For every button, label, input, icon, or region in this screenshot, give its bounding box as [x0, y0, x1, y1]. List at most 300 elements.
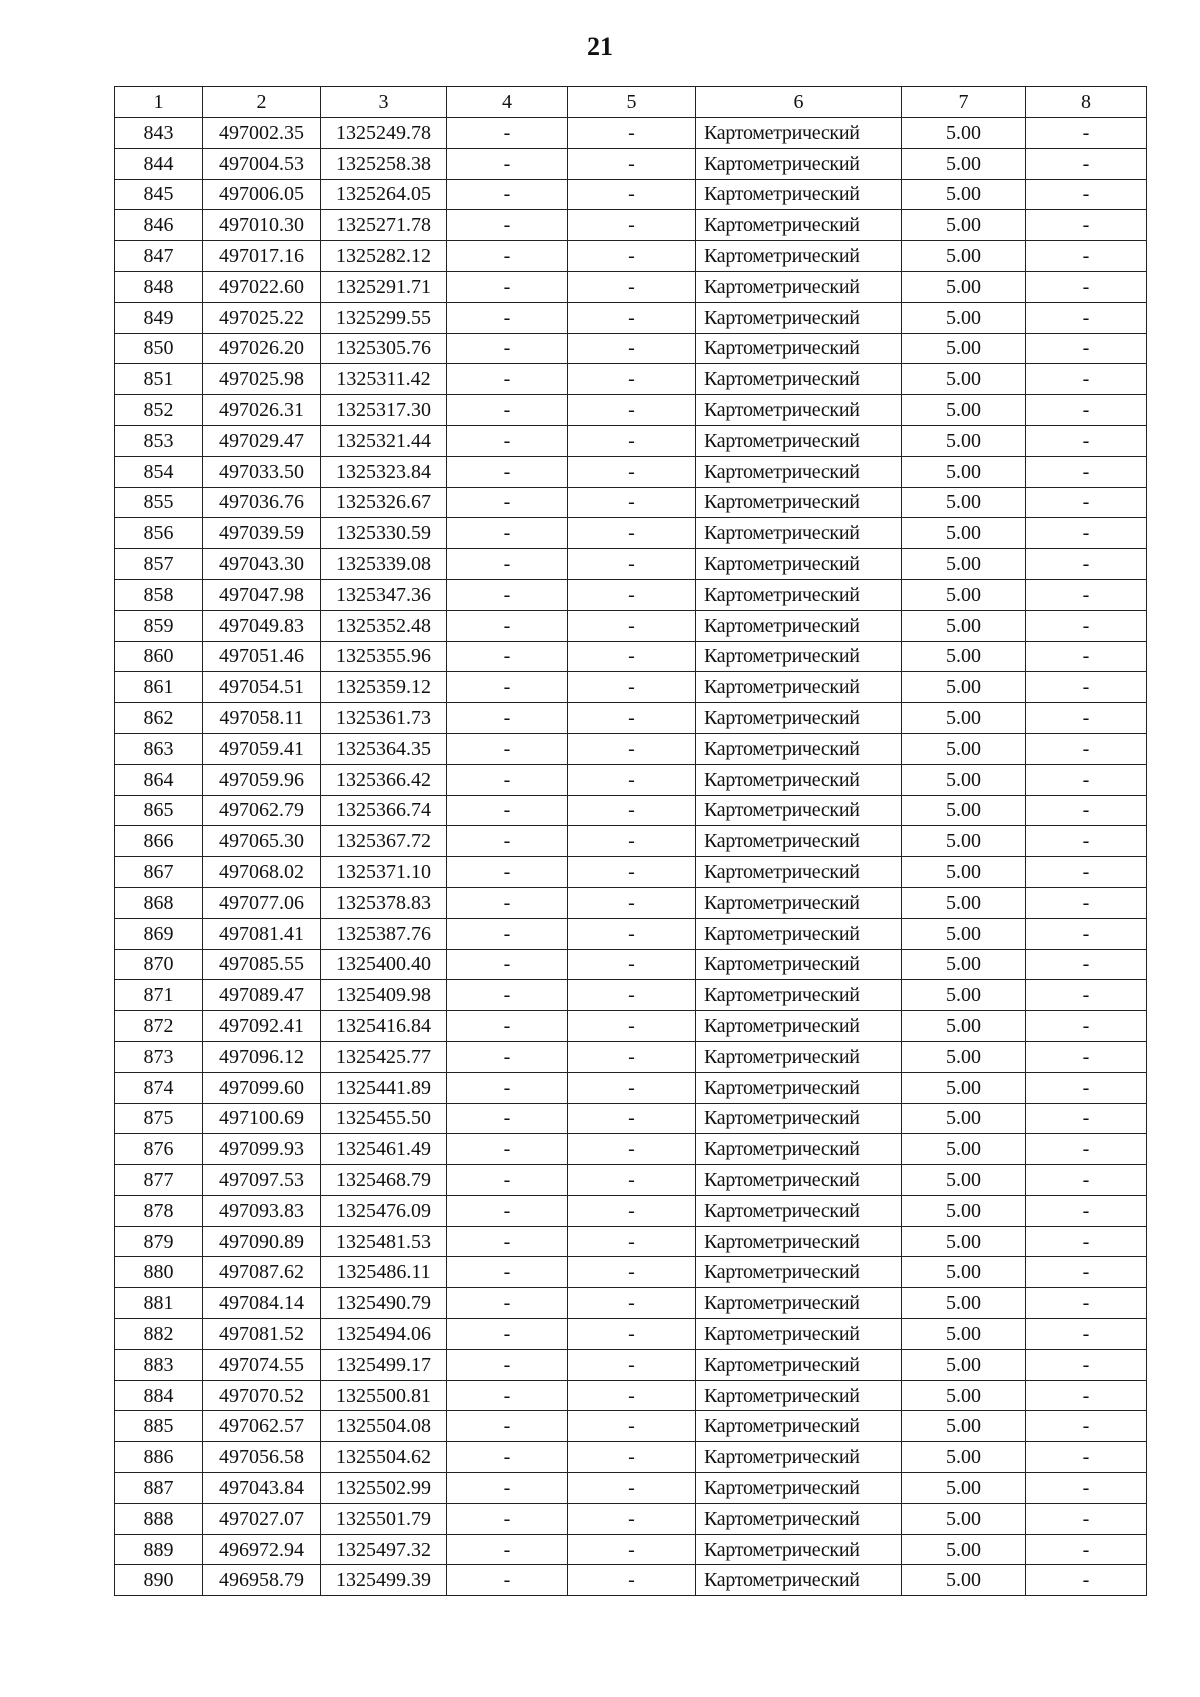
table-row: [115, 179, 1147, 210]
coord-x-cell: 497084.14: [203, 1288, 321, 1319]
point-number-cell: 889: [115, 1534, 203, 1565]
col-5-cell: -: [568, 1349, 696, 1380]
table-row: [115, 1319, 1147, 1350]
point-number-cell: 880: [115, 1257, 203, 1288]
coord-x-cell: 497054.51: [203, 672, 321, 703]
coord-y-cell: 1325305.76: [321, 333, 447, 364]
accuracy-cell: 5.00: [902, 1072, 1026, 1103]
table-row: [115, 302, 1147, 333]
col-8-cell: -: [1026, 1011, 1147, 1042]
col-5-cell: -: [568, 887, 696, 918]
coord-y-cell: 1325258.38: [321, 148, 447, 179]
point-number-cell: 868: [115, 887, 203, 918]
accuracy-cell: 5.00: [902, 1011, 1026, 1042]
coord-x-cell: 497006.05: [203, 179, 321, 210]
table-row: [115, 148, 1147, 179]
accuracy-cell: 5.00: [902, 1319, 1026, 1350]
accuracy-cell: 5.00: [902, 1411, 1026, 1442]
col-8-cell: -: [1026, 703, 1147, 734]
coord-y-cell: 1325441.89: [321, 1072, 447, 1103]
point-number-cell: 875: [115, 1103, 203, 1134]
coord-y-cell: 1325461.49: [321, 1134, 447, 1165]
col-8-cell: -: [1026, 210, 1147, 241]
col-4-cell: -: [447, 241, 568, 272]
col-4-cell: -: [447, 826, 568, 857]
col-4-cell: -: [447, 579, 568, 610]
col-5-cell: -: [568, 641, 696, 672]
col-5-cell: -: [568, 1473, 696, 1504]
table-row: [115, 1072, 1147, 1103]
table-row: [115, 210, 1147, 241]
col-4-cell: -: [447, 1257, 568, 1288]
coord-x-cell: 497010.30: [203, 210, 321, 241]
table-row: [115, 980, 1147, 1011]
coord-y-cell: 1325455.50: [321, 1103, 447, 1134]
coord-x-cell: 497100.69: [203, 1103, 321, 1134]
coord-y-cell: 1325330.59: [321, 518, 447, 549]
col-5-cell: -: [568, 364, 696, 395]
col-4-cell: -: [447, 795, 568, 826]
table-row: [115, 610, 1147, 641]
col-4-cell: -: [447, 179, 568, 210]
col-5-cell: -: [568, 764, 696, 795]
col-5-cell: -: [568, 1319, 696, 1350]
method-cell: Картометрический: [696, 333, 902, 364]
accuracy-cell: 5.00: [902, 1534, 1026, 1565]
accuracy-cell: 5.00: [902, 241, 1026, 272]
point-number-cell: 882: [115, 1319, 203, 1350]
method-cell: Картометрический: [696, 949, 902, 980]
coord-y-cell: 1325326.67: [321, 487, 447, 518]
col-5-cell: -: [568, 425, 696, 456]
accuracy-cell: 5.00: [902, 610, 1026, 641]
col-8-cell: -: [1026, 241, 1147, 272]
table-row: [115, 118, 1147, 149]
method-cell: Картометрический: [696, 1411, 902, 1442]
table-row: [115, 1349, 1147, 1380]
method-cell: Картометрический: [696, 887, 902, 918]
col-8-cell: -: [1026, 733, 1147, 764]
col-8-cell: -: [1026, 425, 1147, 456]
table-row: [115, 1134, 1147, 1165]
header-row: [115, 87, 1147, 118]
table-row: [115, 487, 1147, 518]
col-4-cell: -: [447, 549, 568, 580]
col-8-cell: -: [1026, 579, 1147, 610]
point-number-cell: 861: [115, 672, 203, 703]
point-number-cell: 859: [115, 610, 203, 641]
accuracy-cell: 5.00: [902, 148, 1026, 179]
coord-x-cell: 497029.47: [203, 425, 321, 456]
col-8-cell: -: [1026, 1226, 1147, 1257]
accuracy-cell: 5.00: [902, 425, 1026, 456]
coord-x-cell: 497022.60: [203, 271, 321, 302]
col-8-cell: -: [1026, 1041, 1147, 1072]
method-cell: Картометрический: [696, 241, 902, 272]
point-number-cell: 890: [115, 1565, 203, 1596]
coord-y-cell: 1325497.32: [321, 1534, 447, 1565]
col-5-cell: -: [568, 118, 696, 149]
coord-y-cell: 1325367.72: [321, 826, 447, 857]
col-8-cell: -: [1026, 764, 1147, 795]
coord-y-cell: 1325468.79: [321, 1165, 447, 1196]
point-number-cell: 863: [115, 733, 203, 764]
accuracy-cell: 5.00: [902, 1165, 1026, 1196]
col-4-cell: -: [447, 703, 568, 734]
coord-x-cell: 497081.52: [203, 1319, 321, 1350]
col-8-cell: -: [1026, 857, 1147, 888]
coord-x-cell: 497081.41: [203, 918, 321, 949]
col-8-cell: -: [1026, 148, 1147, 179]
point-number-cell: 850: [115, 333, 203, 364]
method-cell: Картометрический: [696, 1319, 902, 1350]
column-header: 5: [568, 87, 696, 118]
point-number-cell: 873: [115, 1041, 203, 1072]
accuracy-cell: 5.00: [902, 641, 1026, 672]
accuracy-cell: 5.00: [902, 364, 1026, 395]
col-4-cell: -: [447, 487, 568, 518]
col-5-cell: -: [568, 1257, 696, 1288]
coord-y-cell: 1325425.77: [321, 1041, 447, 1072]
method-cell: Картометрический: [696, 1072, 902, 1103]
coord-y-cell: 1325317.30: [321, 395, 447, 426]
point-number-cell: 866: [115, 826, 203, 857]
col-5-cell: -: [568, 179, 696, 210]
coord-y-cell: 1325282.12: [321, 241, 447, 272]
col-8-cell: -: [1026, 918, 1147, 949]
coord-y-cell: 1325264.05: [321, 179, 447, 210]
coord-y-cell: 1325494.06: [321, 1319, 447, 1350]
col-8-cell: -: [1026, 795, 1147, 826]
col-5-cell: -: [568, 1534, 696, 1565]
table-row: [115, 703, 1147, 734]
col-4-cell: -: [447, 610, 568, 641]
col-8-cell: -: [1026, 302, 1147, 333]
col-5-cell: -: [568, 949, 696, 980]
col-4-cell: -: [447, 887, 568, 918]
accuracy-cell: 5.00: [902, 549, 1026, 580]
accuracy-cell: 5.00: [902, 1503, 1026, 1534]
coord-y-cell: 1325476.09: [321, 1195, 447, 1226]
point-number-cell: 853: [115, 425, 203, 456]
accuracy-cell: 5.00: [902, 1380, 1026, 1411]
col-8-cell: -: [1026, 179, 1147, 210]
col-8-cell: -: [1026, 1411, 1147, 1442]
accuracy-cell: 5.00: [902, 887, 1026, 918]
point-number-cell: 886: [115, 1442, 203, 1473]
col-4-cell: -: [447, 1134, 568, 1165]
coord-y-cell: 1325359.12: [321, 672, 447, 703]
col-5-cell: -: [568, 579, 696, 610]
coord-x-cell: 497093.83: [203, 1195, 321, 1226]
col-5-cell: -: [568, 1041, 696, 1072]
coord-x-cell: 497087.62: [203, 1257, 321, 1288]
coord-x-cell: 497051.46: [203, 641, 321, 672]
column-header: 8: [1026, 87, 1147, 118]
col-8-cell: -: [1026, 1072, 1147, 1103]
coord-y-cell: 1325323.84: [321, 456, 447, 487]
point-number-cell: 849: [115, 302, 203, 333]
col-5-cell: -: [568, 1165, 696, 1196]
col-4-cell: -: [447, 980, 568, 1011]
column-header: 2: [203, 87, 321, 118]
coord-x-cell: 497043.30: [203, 549, 321, 580]
col-8-cell: -: [1026, 1195, 1147, 1226]
col-4-cell: -: [447, 1226, 568, 1257]
method-cell: Картометрический: [696, 1442, 902, 1473]
col-8-cell: -: [1026, 487, 1147, 518]
col-4-cell: -: [447, 1011, 568, 1042]
point-number-cell: 860: [115, 641, 203, 672]
point-number-cell: 874: [115, 1072, 203, 1103]
coord-y-cell: 1325500.81: [321, 1380, 447, 1411]
table-row: [115, 1226, 1147, 1257]
col-4-cell: -: [447, 918, 568, 949]
coord-x-cell: 497025.22: [203, 302, 321, 333]
col-8-cell: -: [1026, 1165, 1147, 1196]
col-5-cell: -: [568, 1288, 696, 1319]
table-row: [115, 1565, 1147, 1596]
coord-x-cell: 497089.47: [203, 980, 321, 1011]
coord-y-cell: 1325504.62: [321, 1442, 447, 1473]
col-5-cell: -: [568, 980, 696, 1011]
point-number-cell: 871: [115, 980, 203, 1011]
coord-x-cell: 497092.41: [203, 1011, 321, 1042]
coord-x-cell: 497059.41: [203, 733, 321, 764]
col-8-cell: -: [1026, 1473, 1147, 1504]
col-4-cell: -: [447, 1072, 568, 1103]
method-cell: Картометрический: [696, 271, 902, 302]
table-row: [115, 271, 1147, 302]
col-4-cell: -: [447, 1041, 568, 1072]
point-number-cell: 852: [115, 395, 203, 426]
point-number-cell: 881: [115, 1288, 203, 1319]
coord-x-cell: 497017.16: [203, 241, 321, 272]
coord-x-cell: 496972.94: [203, 1534, 321, 1565]
col-8-cell: -: [1026, 1503, 1147, 1534]
col-5-cell: -: [568, 518, 696, 549]
column-header: 1: [115, 87, 203, 118]
coord-x-cell: 497043.84: [203, 1473, 321, 1504]
column-header: 3: [321, 87, 447, 118]
col-8-cell: -: [1026, 1442, 1147, 1473]
col-5-cell: -: [568, 148, 696, 179]
coord-x-cell: 497085.55: [203, 949, 321, 980]
coord-y-cell: 1325366.74: [321, 795, 447, 826]
col-4-cell: -: [447, 210, 568, 241]
col-4-cell: -: [447, 148, 568, 179]
point-number-cell: 845: [115, 179, 203, 210]
point-number-cell: 847: [115, 241, 203, 272]
col-5-cell: -: [568, 733, 696, 764]
accuracy-cell: 5.00: [902, 795, 1026, 826]
col-8-cell: -: [1026, 1565, 1147, 1596]
table-row: [115, 641, 1147, 672]
col-8-cell: -: [1026, 641, 1147, 672]
coord-y-cell: 1325361.73: [321, 703, 447, 734]
col-5-cell: -: [568, 456, 696, 487]
coord-x-cell: 497058.11: [203, 703, 321, 734]
point-number-cell: 858: [115, 579, 203, 610]
col-4-cell: -: [447, 764, 568, 795]
column-header: 4: [447, 87, 568, 118]
method-cell: Картометрический: [696, 1503, 902, 1534]
method-cell: Картометрический: [696, 764, 902, 795]
point-number-cell: 857: [115, 549, 203, 580]
col-4-cell: -: [447, 1288, 568, 1319]
accuracy-cell: 5.00: [902, 1349, 1026, 1380]
col-4-cell: -: [447, 1103, 568, 1134]
coord-x-cell: 497025.98: [203, 364, 321, 395]
coord-y-cell: 1325371.10: [321, 857, 447, 888]
accuracy-cell: 5.00: [902, 857, 1026, 888]
method-cell: Картометрический: [696, 148, 902, 179]
coord-y-cell: 1325502.99: [321, 1473, 447, 1504]
coord-y-cell: 1325409.98: [321, 980, 447, 1011]
point-number-cell: 887: [115, 1473, 203, 1504]
method-cell: Картометрический: [696, 980, 902, 1011]
coord-x-cell: 497004.53: [203, 148, 321, 179]
col-4-cell: -: [447, 672, 568, 703]
table-row: [115, 425, 1147, 456]
method-cell: Картометрический: [696, 918, 902, 949]
col-4-cell: -: [447, 1503, 568, 1534]
table-row: [115, 672, 1147, 703]
point-number-cell: 884: [115, 1380, 203, 1411]
col-8-cell: -: [1026, 118, 1147, 149]
method-cell: Картометрический: [696, 549, 902, 580]
coord-y-cell: 1325499.39: [321, 1565, 447, 1596]
coord-x-cell: 497033.50: [203, 456, 321, 487]
coord-x-cell: 497049.83: [203, 610, 321, 641]
table-row: [115, 456, 1147, 487]
coord-x-cell: 497065.30: [203, 826, 321, 857]
col-8-cell: -: [1026, 364, 1147, 395]
table-row: [115, 1411, 1147, 1442]
accuracy-cell: 5.00: [902, 302, 1026, 333]
coord-y-cell: 1325271.78: [321, 210, 447, 241]
col-8-cell: -: [1026, 672, 1147, 703]
table-row: [115, 1103, 1147, 1134]
accuracy-cell: 5.00: [902, 1257, 1026, 1288]
col-4-cell: -: [447, 1319, 568, 1350]
col-4-cell: -: [447, 1165, 568, 1196]
accuracy-cell: 5.00: [902, 1103, 1026, 1134]
col-5-cell: -: [568, 672, 696, 703]
accuracy-cell: 5.00: [902, 764, 1026, 795]
accuracy-cell: 5.00: [902, 518, 1026, 549]
table-row: [115, 1011, 1147, 1042]
col-5-cell: -: [568, 302, 696, 333]
coord-x-cell: 497026.31: [203, 395, 321, 426]
col-4-cell: -: [447, 425, 568, 456]
col-5-cell: -: [568, 610, 696, 641]
accuracy-cell: 5.00: [902, 1288, 1026, 1319]
point-number-cell: 851: [115, 364, 203, 395]
coord-y-cell: 1325504.08: [321, 1411, 447, 1442]
col-4-cell: -: [447, 333, 568, 364]
col-8-cell: -: [1026, 1534, 1147, 1565]
accuracy-cell: 5.00: [902, 1195, 1026, 1226]
coord-y-cell: 1325366.42: [321, 764, 447, 795]
col-4-cell: -: [447, 949, 568, 980]
coord-x-cell: 497027.07: [203, 1503, 321, 1534]
table-row: [115, 918, 1147, 949]
table-body: [115, 118, 1147, 1596]
coord-x-cell: 497036.76: [203, 487, 321, 518]
col-4-cell: -: [447, 1565, 568, 1596]
point-number-cell: 844: [115, 148, 203, 179]
col-5-cell: -: [568, 1011, 696, 1042]
point-number-cell: 856: [115, 518, 203, 549]
coord-y-cell: 1325499.17: [321, 1349, 447, 1380]
col-5-cell: -: [568, 1380, 696, 1411]
method-cell: Картометрический: [696, 210, 902, 241]
col-5-cell: -: [568, 549, 696, 580]
coord-y-cell: 1325291.71: [321, 271, 447, 302]
accuracy-cell: 5.00: [902, 579, 1026, 610]
method-cell: Картометрический: [696, 1195, 902, 1226]
accuracy-cell: 5.00: [902, 733, 1026, 764]
point-number-cell: 870: [115, 949, 203, 980]
col-5-cell: -: [568, 1226, 696, 1257]
col-5-cell: -: [568, 1072, 696, 1103]
accuracy-cell: 5.00: [902, 179, 1026, 210]
method-cell: Картометрический: [696, 703, 902, 734]
method-cell: Картометрический: [696, 1011, 902, 1042]
table-row: [115, 579, 1147, 610]
col-5-cell: -: [568, 1103, 696, 1134]
accuracy-cell: 5.00: [902, 703, 1026, 734]
table-row: [115, 764, 1147, 795]
coord-y-cell: 1325378.83: [321, 887, 447, 918]
col-5-cell: -: [568, 210, 696, 241]
point-number-cell: 876: [115, 1134, 203, 1165]
table-row: [115, 1442, 1147, 1473]
point-number-cell: 843: [115, 118, 203, 149]
coord-y-cell: 1325364.35: [321, 733, 447, 764]
coord-x-cell: 497047.98: [203, 579, 321, 610]
method-cell: Картометрический: [696, 1134, 902, 1165]
point-number-cell: 888: [115, 1503, 203, 1534]
point-number-cell: 865: [115, 795, 203, 826]
table-row: [115, 1503, 1147, 1534]
coord-x-cell: 497077.06: [203, 887, 321, 918]
col-5-cell: -: [568, 1195, 696, 1226]
coord-x-cell: 497062.57: [203, 1411, 321, 1442]
method-cell: Картометрический: [696, 1041, 902, 1072]
col-4-cell: -: [447, 271, 568, 302]
accuracy-cell: 5.00: [902, 118, 1026, 149]
col-8-cell: -: [1026, 1288, 1147, 1319]
coord-y-cell: 1325486.11: [321, 1257, 447, 1288]
table-row: [115, 1473, 1147, 1504]
coord-y-cell: 1325347.36: [321, 579, 447, 610]
col-8-cell: -: [1026, 610, 1147, 641]
col-4-cell: -: [447, 456, 568, 487]
col-5-cell: -: [568, 241, 696, 272]
method-cell: Картометрический: [696, 610, 902, 641]
col-4-cell: -: [447, 118, 568, 149]
col-5-cell: -: [568, 1411, 696, 1442]
col-8-cell: -: [1026, 271, 1147, 302]
coordinates-table: [114, 86, 1147, 1596]
table-row: [115, 241, 1147, 272]
col-5-cell: -: [568, 918, 696, 949]
col-4-cell: -: [447, 733, 568, 764]
col-8-cell: -: [1026, 456, 1147, 487]
coord-x-cell: 497056.58: [203, 1442, 321, 1473]
